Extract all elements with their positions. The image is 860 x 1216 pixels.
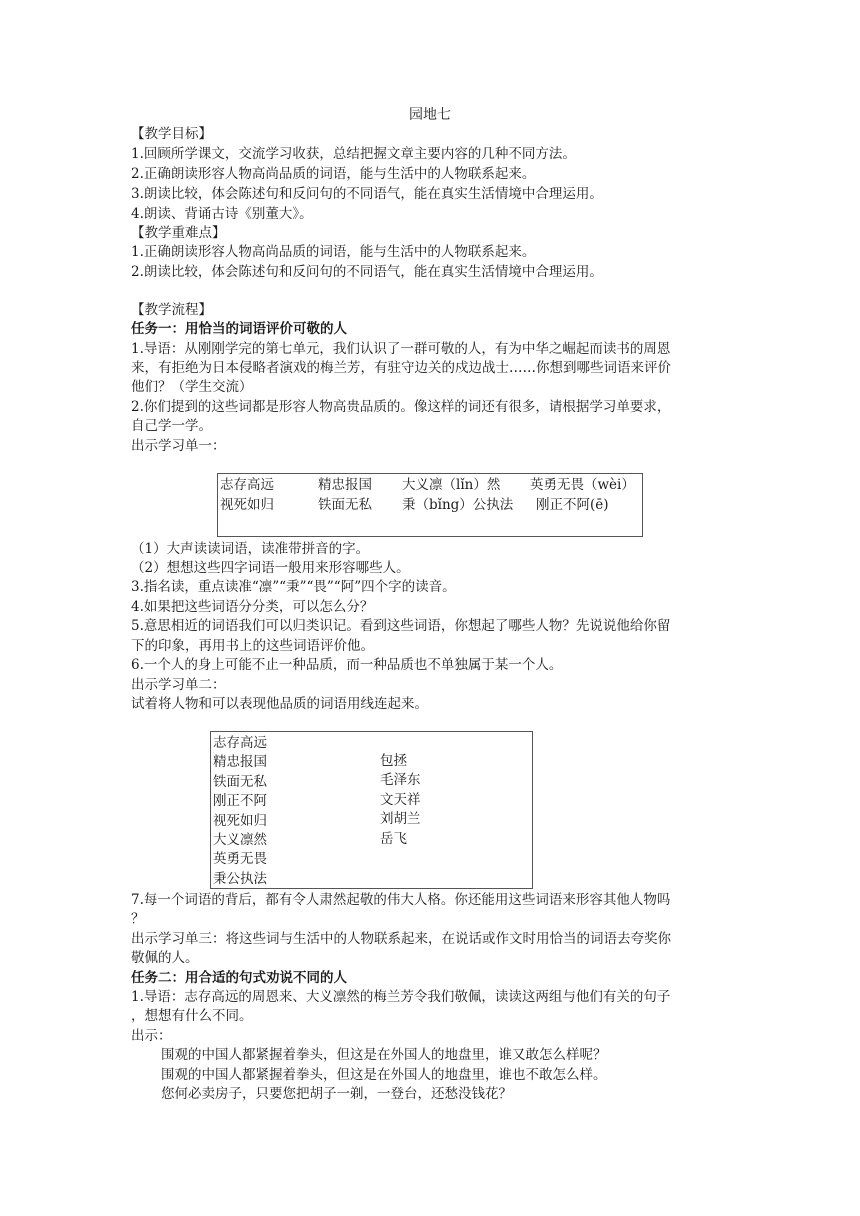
paragraph: ？ (131, 911, 145, 927)
paragraph: 2.你们提到的这些词都是形容人物高贵品质的。像这样的词还有很多，请根据学习单要求， (131, 399, 671, 415)
paragraph: 试着将人物和可以表现他品质的词语用线连起来。 (131, 696, 428, 712)
word-cell: 精忠报国 (318, 477, 372, 493)
word-cell: 铁面无私 (318, 497, 372, 513)
study-sheet-2-box (210, 731, 533, 889)
paragraph: 出示： (131, 1028, 172, 1044)
paragraph: 出示学习单一： (131, 438, 226, 454)
word-item: 志存高远 (213, 735, 267, 751)
person-item: 毛泽东 (380, 772, 421, 788)
goal-3: 3.朗读比较，体会陈述句和反问句的不同语气，能在真实生活情境中合理运用。 (131, 186, 603, 202)
goal-4: 4.朗读、背诵古诗《别董大》。 (131, 206, 313, 222)
goal-1: 1.回顾所学课文，交流学习收获，总结把握文章主要内容的几种不同方法。 (131, 146, 576, 162)
word-cell: 秉（bǐng）公执法 (402, 497, 514, 513)
word-item: 秉公执法 (213, 871, 267, 887)
person-item: 刘胡兰 (380, 811, 421, 827)
paragraph: 出示学习单二： (131, 677, 226, 693)
study-sheet-1-box (217, 473, 643, 537)
person-item: 岳飞 (380, 831, 407, 847)
paragraph: 7.每一个词语的背后，都有令人肃然起敬的伟大人格。你还能用这些词语来形容其他人物吗 (131, 892, 671, 908)
paragraph: 自己学一学。 (131, 418, 212, 434)
paragraph: 他们？（学生交流） (131, 379, 253, 395)
flow-header: 【教学流程】 (131, 302, 212, 318)
key-point-1: 1.正确朗读形容人物高尚品质的词语，能与生活中的人物联系起来。 (131, 244, 536, 260)
example-sentence: 围观的中国人都紧握着拳头，但这是在外国人的地盘里，谁又敢怎么样呢？ (161, 1047, 607, 1063)
task-1-heading: 任务一：用恰当的词语评价可敬的人 (131, 321, 347, 337)
word-cell: 英勇无畏（wèi） (530, 477, 635, 493)
paragraph: 1.导语：从刚刚学完的第七单元，我们认识了一群可敬的人，有为中华之崛起而读书的周恩 (131, 341, 671, 357)
goals-header: 【教学目标】 (131, 126, 212, 142)
paragraph: （2）想想这些四字词语一般用来形容哪些人。 (131, 560, 410, 576)
word-item: 英勇无畏 (213, 851, 267, 867)
paragraph: 敬佩的人。 (131, 950, 199, 966)
paragraph: 出示学习单三：将这些词与生活中的人物联系起来，在说话或作文时用恰当的词语去夸奖你 (131, 931, 671, 947)
word-item: 铁面无私 (213, 774, 267, 790)
task-2-heading: 任务二：用合适的句式劝说不同的人 (131, 970, 347, 986)
paragraph: 下的印象，再用书上的这些词语评价他。 (131, 638, 374, 654)
word-item: 大义凛然 (213, 832, 267, 848)
paragraph: 5.意思相近的词语我们可以归类识记。看到这些词语，你想起了哪些人物？先说说他给你留 (131, 618, 671, 634)
paragraph: （1）大声读读词语，读准带拼音的字。 (131, 541, 370, 557)
paragraph: ，想想有什么不同。 (131, 1008, 253, 1024)
word-item: 视死如归 (213, 813, 267, 829)
goal-2: 2.正确朗读形容人物高尚品质的词语，能与生活中的人物联系起来。 (131, 166, 536, 182)
paragraph: 3.指名读，重点读准“凛”“秉”“畏”“阿”四个字的读音。 (131, 579, 456, 595)
person-item: 包拯 (380, 753, 407, 769)
paragraph: 6.一个人的身上可能不止一种品质，而一种品质也不单独属于某一个人。 (131, 657, 563, 673)
key-point-2: 2.朗读比较，体会陈述句和反问句的不同语气，能在真实生活情境中合理运用。 (131, 264, 603, 280)
word-cell: 大义凛（lǐn）然 (402, 477, 501, 493)
person-item: 文天祥 (380, 792, 421, 808)
key-points-header: 【教学重难点】 (131, 225, 226, 241)
paragraph: 4.如果把这些词语分分类，可以怎么分？ (131, 599, 374, 615)
word-item: 精忠报国 (213, 754, 267, 770)
paragraph: 1.导语：志存高远的周恩来、大义凛然的梅兰芳令我们敬佩，读读这两组与他们有关的句子 (131, 989, 671, 1005)
word-cell: 视死如归 (220, 497, 274, 513)
word-item: 刚正不阿 (213, 793, 267, 809)
paragraph: 来，有拒绝为日本侵略者演戏的梅兰芳，有驻守边关的戍边战士……你想到哪些词语来评价 (131, 360, 671, 376)
example-sentence: 您何必卖房子，只要您把胡子一剃，一登台，还愁没钱花？ (161, 1086, 512, 1102)
word-cell: 志存高远 (220, 477, 274, 493)
word-cell: 刚正不阿(ē) (536, 497, 609, 513)
example-sentence: 围观的中国人都紧握着拳头，但这是在外国人的地盘里，谁也不敢怎么样。 (161, 1067, 607, 1083)
page-title: 园地七 (409, 107, 451, 123)
